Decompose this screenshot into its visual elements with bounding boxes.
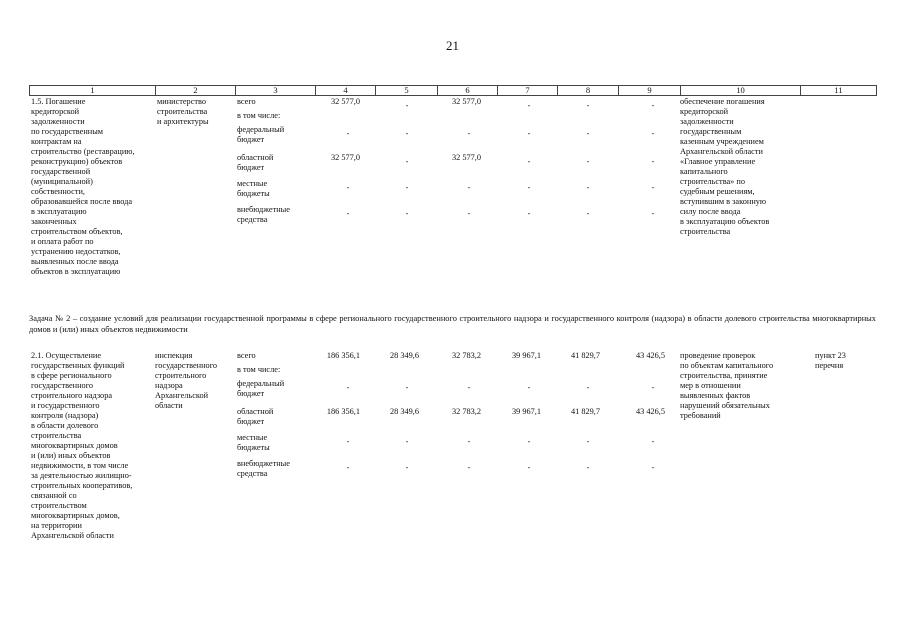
row1-value-cell: 32 577,0	[451, 97, 481, 106]
row2-result: проведение проверок по объектам капитального строительства, принятие мер в отношении выявленных фактов нарушений обязательных требований	[680, 351, 774, 420]
header-col-3: 3	[236, 86, 316, 96]
row1-value-cell: -	[527, 101, 531, 110]
row2-value-cell: -	[527, 437, 531, 446]
row2-source-3: областной бюджет	[237, 407, 274, 426]
row2-value-cell: 39 967,1	[511, 407, 541, 416]
row2-executor: инспекция государственного строительного надзора Архангельской области	[155, 351, 218, 410]
column-number-header	[29, 85, 877, 96]
row2-value-cell: 43 426,5	[635, 351, 665, 360]
row2-value-cell: 28 349,6	[389, 407, 419, 416]
row1-value-cell: 32 577,0	[451, 153, 481, 162]
row1-value-cell: -	[527, 157, 531, 166]
header-col-4: 4	[316, 86, 376, 96]
row2-value-cell: -	[467, 437, 471, 446]
row1-source-2: федеральный бюджет	[237, 125, 285, 144]
row2-value-cell: -	[346, 437, 350, 446]
row2-value-cell: -	[467, 463, 471, 472]
row2-value-cell: -	[467, 383, 471, 392]
header-col-6: 6	[438, 86, 498, 96]
row2-link: пункт 23 перечня	[815, 351, 846, 370]
row2-value-cell: -	[586, 463, 590, 472]
row2-value-cell: 32 783,2	[451, 351, 481, 360]
row2-value-cell: 43 426,5	[635, 407, 665, 416]
row2-value-cell: -	[405, 383, 409, 392]
row2-value-cell: 186 356,1	[326, 407, 360, 416]
row1-source-1: в том числе:	[237, 111, 281, 120]
row2-value-cell: -	[527, 383, 531, 392]
row1-value-cell: -	[586, 183, 590, 192]
header-col-1: 1	[30, 86, 156, 96]
row2-value-cell: -	[405, 463, 409, 472]
header-col-5: 5	[376, 86, 438, 96]
row1-executor: министерство строительства и архитектуры	[157, 97, 209, 126]
row1-value-cell: -	[651, 183, 655, 192]
header-col-11: 11	[801, 86, 877, 96]
row1-value-cell: -	[651, 129, 655, 138]
row2-value-cell: 28 349,6	[389, 351, 419, 360]
row1-value-cell: -	[527, 209, 531, 218]
row1-value-cell: -	[405, 157, 409, 166]
row1-value-cell: -	[586, 129, 590, 138]
header-col-10: 10	[681, 86, 801, 96]
row1-value-cell: -	[651, 209, 655, 218]
row2-value-cell: 41 829,7	[570, 351, 600, 360]
row1-source-5: внебюджетные средства	[237, 205, 290, 224]
row2-value-cell: 39 967,1	[511, 351, 541, 360]
row2-value-cell: -	[651, 463, 655, 472]
row1-source-3: областной бюджет	[237, 153, 274, 172]
row1-value-cell: -	[586, 157, 590, 166]
row1-value-cell: -	[346, 183, 350, 192]
header-col-7: 7	[498, 86, 558, 96]
row2-value-cell: -	[346, 463, 350, 472]
row1-value-cell: -	[346, 209, 350, 218]
row1-value-cell: -	[405, 209, 409, 218]
row2-value-cell: -	[586, 437, 590, 446]
row2-source-0: всего	[237, 351, 256, 360]
row2-value-cell: 32 783,2	[451, 407, 481, 416]
row2-value-cell: -	[405, 437, 409, 446]
row2-source-1: в том числе:	[237, 365, 281, 374]
row1-name: 1.5. Погашение кредиторской задолженности по государственным контрактам на строительство (реставрацию, реконструкцию) объектов государственной (муниципальной) собственности, образовавшейся после ввода в эксплуатацию законченных строительством объектов, и оплата работ по устранению недостатков, выявленных после ввода объектов в эксплуатацию	[31, 97, 135, 276]
row2-value-cell: 186 356,1	[326, 351, 360, 360]
page-number: 21	[446, 38, 459, 53]
row1-source-4: местные бюджеты	[237, 179, 270, 198]
row1-value-cell: -	[467, 209, 471, 218]
row1-value-cell: -	[467, 183, 471, 192]
row2-source-5: внебюджетные средства	[237, 459, 290, 478]
row1-result: обеспечение погашения кредиторской задолженности государственным казенным учреждением Архангельской области «Главное управление капитального строительства» по судебным решениям, вступившим в законную силу после ввода в эксплуатацию объектов строительства	[680, 97, 770, 236]
row2-value-cell: -	[346, 383, 350, 392]
row1-value-cell: -	[651, 157, 655, 166]
row2-source-4: местные бюджеты	[237, 433, 270, 452]
row1-value-cell: -	[527, 183, 531, 192]
row1-value-cell: -	[586, 101, 590, 110]
row1-value-cell: 32 577,0	[330, 97, 360, 106]
row1-value-cell: -	[527, 129, 531, 138]
header-col-9: 9	[619, 86, 681, 96]
row1-value-cell: -	[405, 129, 409, 138]
header-col-8: 8	[558, 86, 619, 96]
row1-value-cell: -	[586, 209, 590, 218]
row1-value-cell: 32 577,0	[330, 153, 360, 162]
row2-value-cell: -	[527, 463, 531, 472]
row1-value-cell: -	[405, 183, 409, 192]
row1-source-0: всего	[237, 97, 256, 106]
task-2-heading: Задача № 2 – создание условий для реализации государственной программы в сфере регионального государственного строительного надзора и государственного контроля (надзора) в области долевого строительства многоквартирных домов и (или) иных объектов недвижимости	[29, 314, 876, 334]
header-col-2: 2	[156, 86, 236, 96]
row2-value-cell: 41 829,7	[570, 407, 600, 416]
row2-name: 2.1. Осуществление государственных функций в сфере регионального государственного строительного надзора и государственного контроля (надзора) в области долевого строительства многоквартирных домов и (или) иных объектов недвижимости, в том числе за деятельностью жилищно- строительных кооперативов, связанной со строительством многоквартирных домов, на территории Архангельской области	[31, 351, 133, 540]
row1-value-cell: -	[405, 101, 409, 110]
row1-value-cell: -	[346, 129, 350, 138]
row1-value-cell: -	[467, 129, 471, 138]
row2-value-cell: -	[586, 383, 590, 392]
row1-value-cell: -	[651, 101, 655, 110]
row2-value-cell: -	[651, 437, 655, 446]
row2-source-2: федеральный бюджет	[237, 379, 285, 398]
row2-value-cell: -	[651, 383, 655, 392]
